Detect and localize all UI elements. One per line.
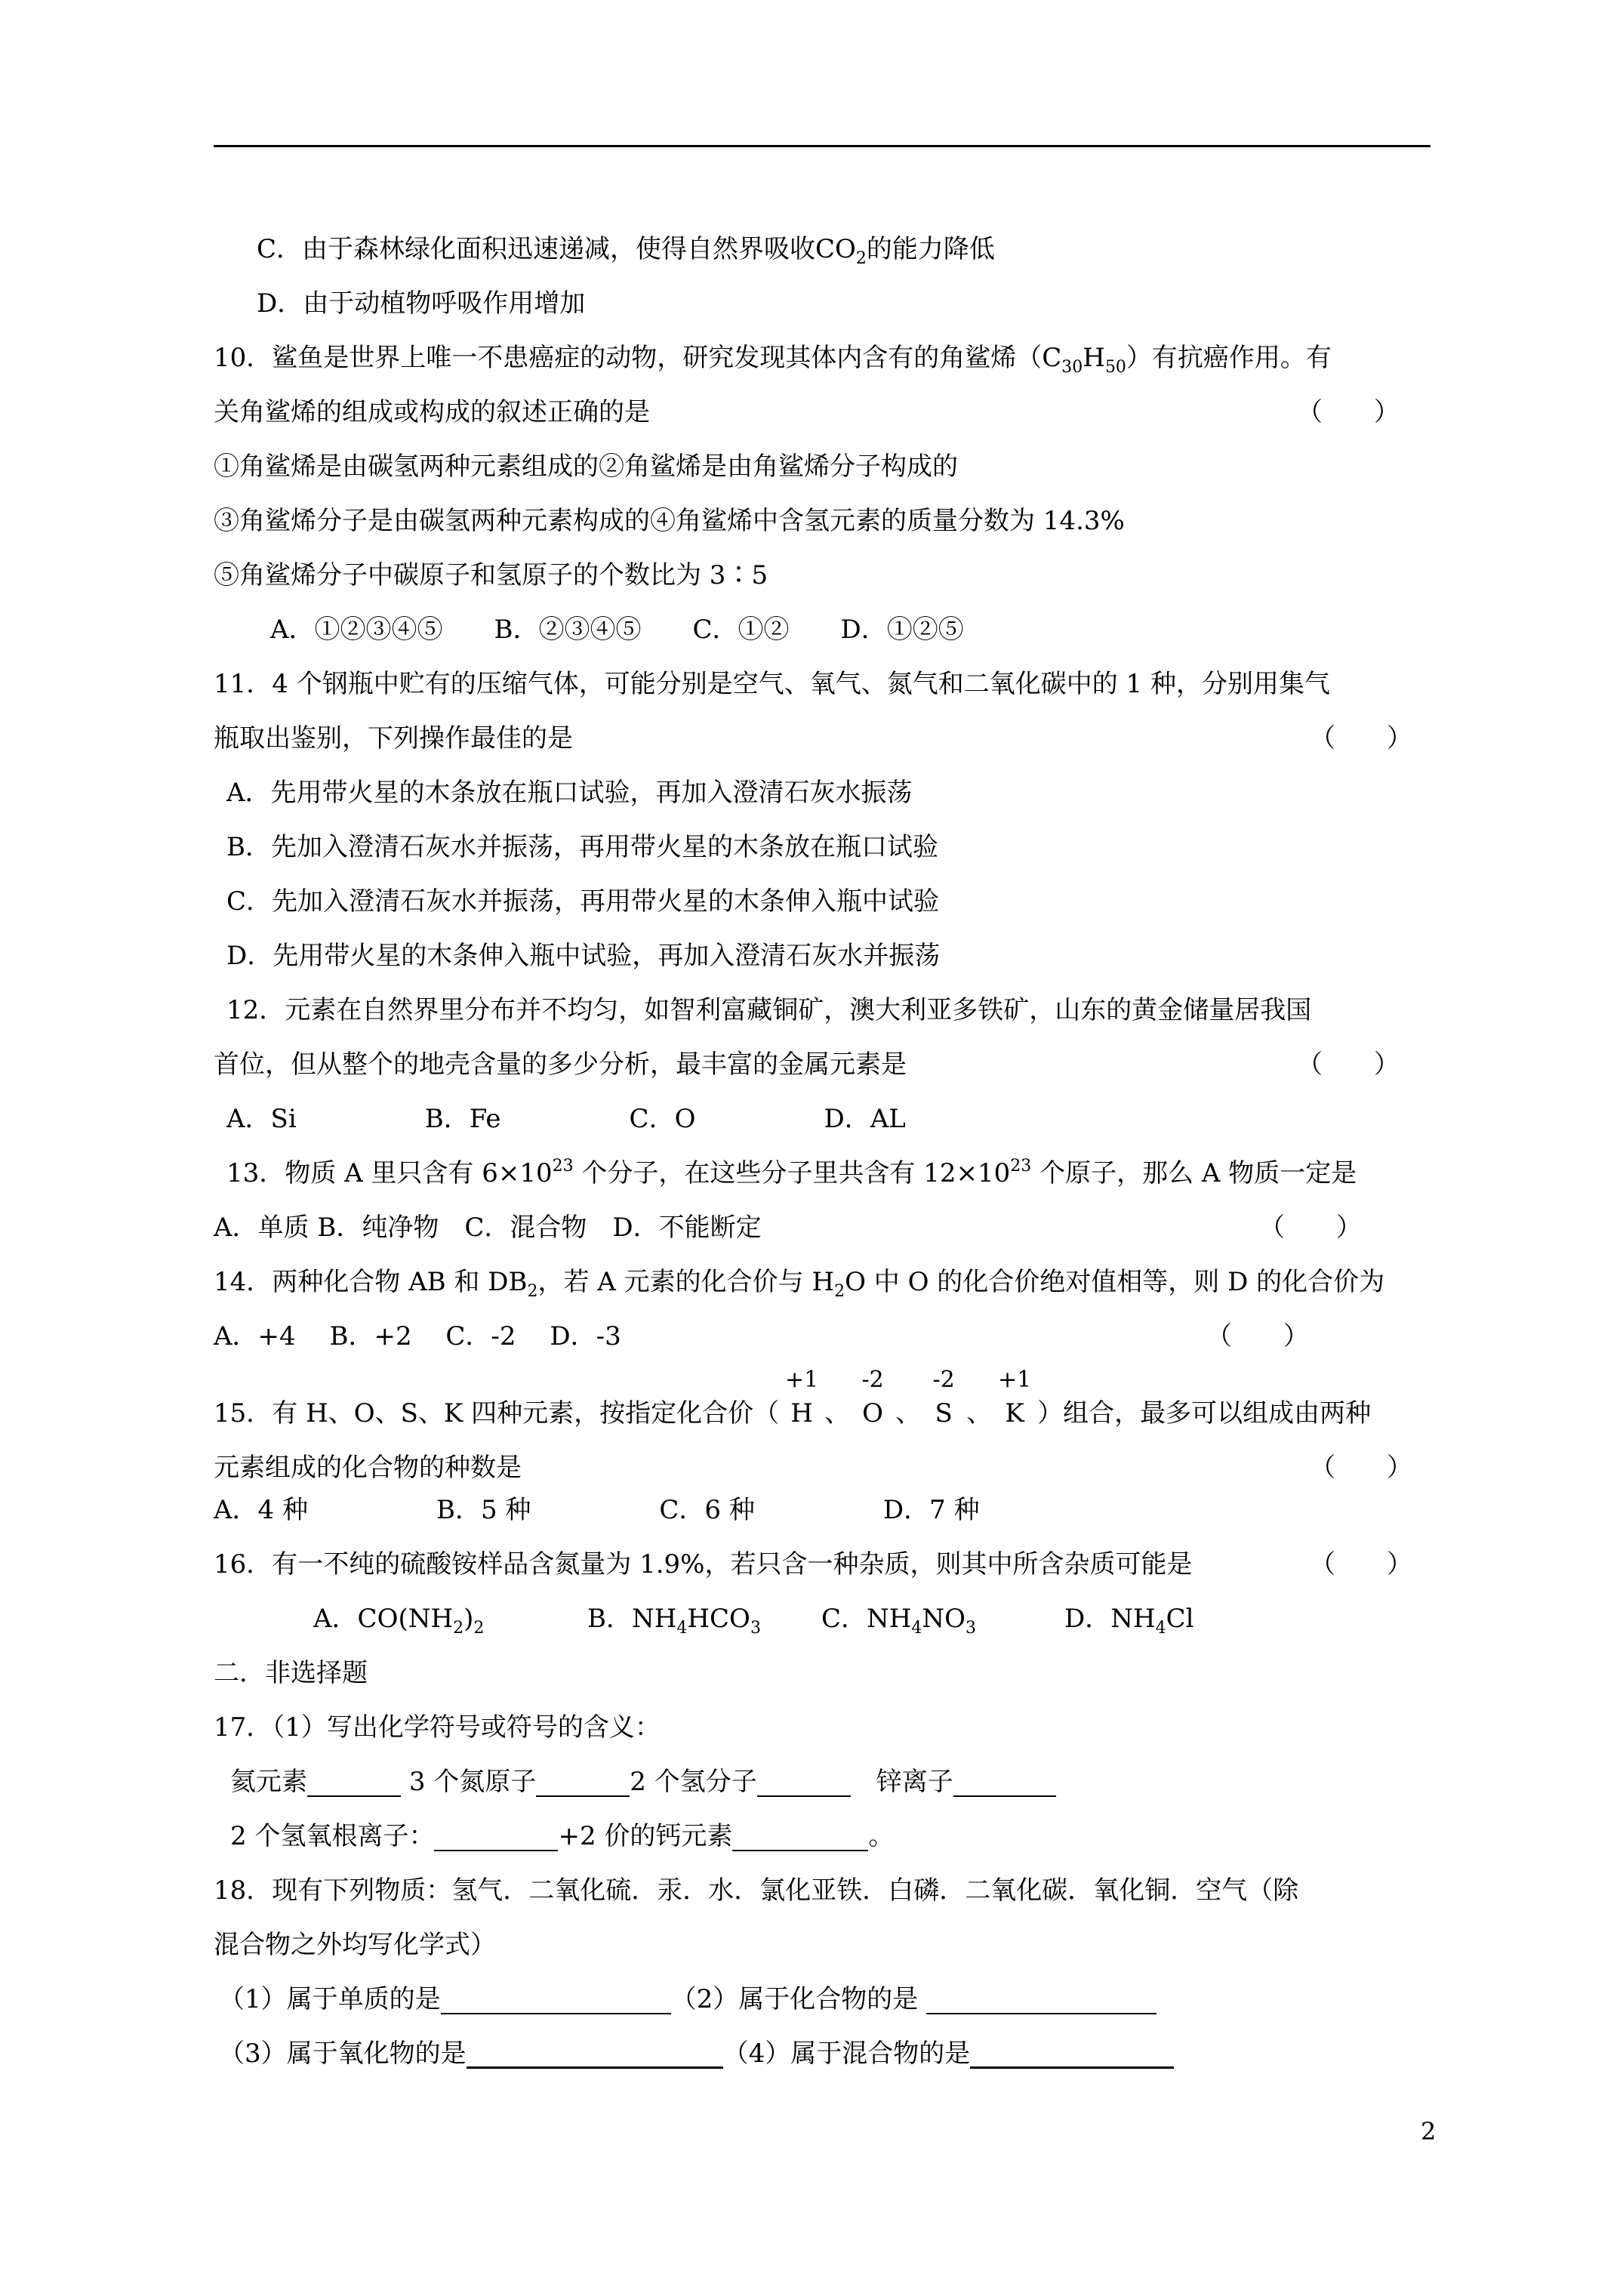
q16-stem: 16．有一不纯的硫酸铵样品含氮量为 1.9%，若只含一种杂质，则其中所含杂质可能是: [214, 1549, 1193, 1579]
q17-blank-hydrogen-molecules[interactable]: [757, 1771, 851, 1797]
q17-row2: 2 个氢氧根离子： +2 价的钙元素 。: [230, 1821, 895, 1851]
q18-row2: （3）属于氧化物的是 （4）属于混合物的是: [219, 2039, 1174, 2069]
q17-stem: 17．（1）写出化学符号或符号的含义：: [214, 1712, 661, 1743]
q16-option-c: C．$NH_4NO_3$: [821, 1604, 977, 1638]
section-2-heading: 二．非选择题: [214, 1658, 368, 1688]
q18-stem-line2: 混合物之外均写化学式）: [214, 1930, 496, 1960]
q10-answer-paren: （ ）: [1297, 397, 1400, 427]
header-rule: [214, 145, 1431, 147]
q15-stem-line1: 15．有 H、O、S、K 四种元素，按指定化合价（ +1 H 、 -2 O 、 -2 S 、 +1 K ）组合，最多可以组成由两种: [214, 1367, 1372, 1428]
q16-option-d: D．$NH_4Cl$: [1064, 1604, 1194, 1638]
q15-options: A．4 种 B．5 种 C．6 种 D．7 种: [214, 1495, 980, 1525]
q15-stem-line2: 元素组成的化合物的种数是: [214, 1453, 522, 1483]
q18-row1: （1）属于单质的是 （2）属于化合物的是: [219, 1984, 1156, 2014]
q10-stem-line2: 关角鲨烯的组成或构成的叙述正确的是: [214, 397, 650, 427]
q11-answer-paren: （ ）: [1310, 723, 1412, 754]
q16-answer-paren: （ ）: [1310, 1549, 1412, 1579]
q17-blank-calcium[interactable]: [732, 1826, 868, 1851]
q18-blank-elements[interactable]: [441, 1989, 671, 2014]
q11-option-b: B．先加入澄清石灰水并振荡，再用带火星的木条放在瓶口试验: [226, 832, 938, 862]
q11-stem-line1: 11．4 个钢瓶中贮有的压缩气体，可能分别是空气、氧气、氮气和二氧化碳中的 1 种，分别用集气: [214, 669, 1330, 699]
q12-stem-line1: 12．元素在自然界里分布并不均匀，如智利富藏铜矿，澳大利亚多铁矿，山东的黄金储量居我国: [226, 995, 1312, 1025]
q10-statement-5: ⑤角鲨烯分子中碳原子和氢原子的个数比为 3∶5: [214, 560, 768, 590]
q13-stem: 13．物质 A 里只含有 $6\times 10^{23}$ 个分子，在这些分子里共含有 $12\times 10^{23}$ 个原子，那么 A 物质一定是: [226, 1157, 1357, 1188]
q17-blank-zinc-ion[interactable]: [953, 1771, 1056, 1797]
q16-option-b: B．$NH_4HCO_3$: [587, 1604, 761, 1638]
q17-blank-nitrogen-atoms[interactable]: [536, 1771, 630, 1797]
q9-option-d: D．由于动植物呼吸作用增加: [257, 288, 586, 319]
page-number: 2: [1421, 2117, 1437, 2146]
q14-options: A．+4 B．+2 C．-2 D．-3: [214, 1321, 621, 1351]
q17-blank-helium[interactable]: [307, 1771, 401, 1797]
q11-option-d: D．先用带火星的木条伸入瓶中试验，再加入澄清石灰水并振荡: [226, 941, 941, 971]
q14-answer-paren: （ ）: [1206, 1321, 1309, 1351]
q17-blank-hydroxide-ions[interactable]: [434, 1826, 558, 1851]
q10-stem-line1: 10．鲨鱼是世界上唯一不患癌症的动物，研究发现其体内含有的角鲨烯$(C_{30}H_{50})$有抗癌作用。有: [214, 343, 1332, 377]
q9-option-c: C．由于森林绿化面积迅速递减，使得自然界吸收$CO_2$的能力降低: [257, 234, 995, 268]
q16-option-a: A．$CO(NH_2)_2$: [313, 1604, 485, 1638]
q18-blank-mixtures[interactable]: [970, 2042, 1174, 2069]
q10-statement-3-4: ③角鲨烯分子是由碳氢两种元素构成的④角鲨烯中含氢元素的质量分数为 14.3%: [214, 506, 1125, 536]
q18-blank-oxides[interactable]: [467, 2042, 723, 2069]
q12-stem-line2: 首位，但从整个的地壳含量的多少分析，最丰富的金属元素是: [214, 1049, 907, 1080]
q10-options: A．①②③④⑤ B．②③④⑤ C．①② D．①②⑤: [270, 615, 964, 645]
q11-option-c: C．先加入澄清石灰水并振荡，再用带火星的木条伸入瓶中试验: [226, 886, 940, 917]
q13-options: A．单质 B．纯净物 C．混合物 D．不能断定: [214, 1213, 762, 1243]
q18-stem-line1: 18．现有下列物质：氢气．二氧化硫．汞．水．氯化亚铁．白磷．二氧化碳．氧化铜．空气（除: [214, 1875, 1299, 1906]
q10-statement-1-2: ①角鲨烯是由碳氢两种元素组成的②角鲨烯是由角鲨烯分子构成的: [214, 451, 958, 482]
q17-row1: 氦元素 3 个氮原子 2 个氢分子 锌离子: [230, 1767, 1056, 1797]
q12-answer-paren: （ ）: [1297, 1049, 1400, 1080]
q15-answer-paren: （ ）: [1310, 1453, 1412, 1483]
q12-options: A．Si B．Fe C．O D．AL: [226, 1104, 906, 1134]
q14-stem: 14．两种化合物 AB 和 $DB_2$，若 A 元素的化合价与 $H_2O$ 中 O 的化合价绝对值相等，则 D 的化合价为: [214, 1267, 1385, 1301]
q13-answer-paren: （ ）: [1259, 1213, 1362, 1243]
q11-stem-line2: 瓶取出鉴别，下列操作最佳的是: [214, 723, 573, 754]
q11-option-a: A．先用带火星的木条放在瓶口试验，再加入澄清石灰水振荡: [226, 778, 913, 808]
q18-blank-compounds[interactable]: [926, 1989, 1156, 2014]
